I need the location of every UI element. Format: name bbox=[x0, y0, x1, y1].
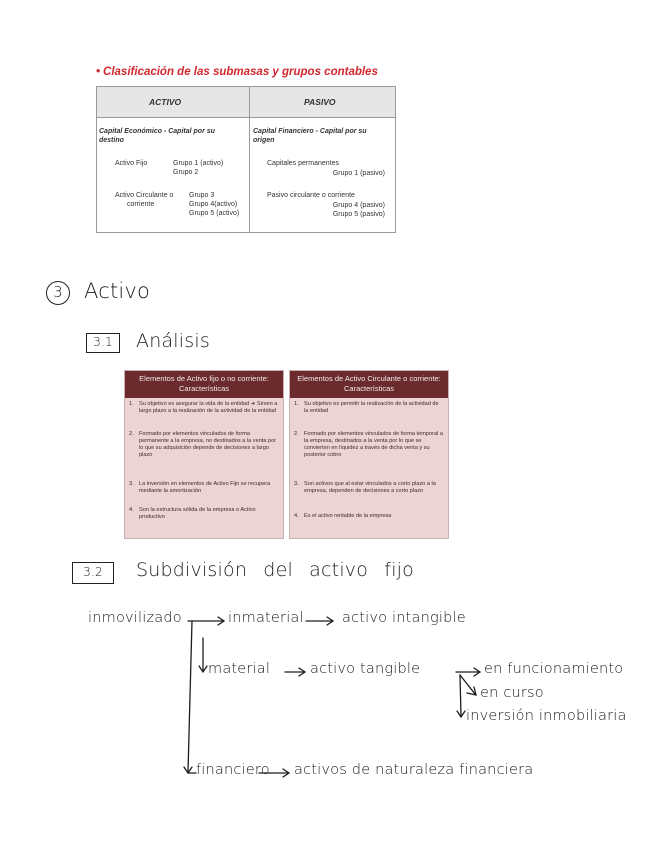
section-3-number: 3 bbox=[46, 281, 70, 305]
pasivo-circulante: Pasivo circulante o corriente bbox=[267, 192, 355, 199]
section-3-title: Activo bbox=[84, 279, 151, 303]
diagram-financiero: financiero bbox=[196, 762, 270, 778]
diagram-activo-intangible: activo intangible bbox=[342, 610, 466, 626]
section-3-2-number: 3.2 bbox=[72, 562, 114, 584]
diagram-activo-tangible: activo tangible bbox=[310, 661, 421, 677]
header-pasivo: PASIVO bbox=[304, 97, 336, 107]
diagram-root: inmovilizado bbox=[88, 610, 182, 626]
section-3-1-title: Análisis bbox=[136, 330, 210, 352]
list-item: 3. Son activos que al estar vinculados a corto plazo a la empresa, dependen de decisiones a corto plazo bbox=[294, 481, 436, 494]
grupo5-pasivo: Grupo 5 (pasivo) bbox=[332, 211, 385, 218]
diagram-en-funcionamiento: en funcionamiento bbox=[484, 661, 624, 677]
diagram-activos-financieros: activos de naturaleza financiera bbox=[294, 762, 534, 778]
activo-fijo-card-header: Elementos de Activo fijo o no corriente: Características bbox=[125, 371, 283, 398]
activo-heading: Capital Económico - Capital por su destino bbox=[99, 128, 215, 144]
header-activo: ACTIVO bbox=[149, 97, 182, 107]
list-item: 4. Son la estructura sólida de la empresa o Activo productivo bbox=[129, 507, 256, 520]
list-item: 1. Su objetivo es permitir la realización de la actividad de la entidad bbox=[294, 401, 439, 414]
list-item: 4. Es el activo rentable de la empresa bbox=[294, 513, 392, 519]
activo-circulante-card-header: Elementos de Activo Circulante o corriente: Características bbox=[290, 371, 448, 398]
list-item: 2. Formado por elementos vinculados de forma permanente a la empresa, no destinados a la venta por lo que su adquisición depende de decisiones a largo plazo bbox=[129, 431, 277, 458]
list-item: 1. Su objetivo es asegurar la vida de la entidad ➔ Sirven a largo plazo a la realización de la actividad de la entidad bbox=[129, 401, 278, 414]
grupo5-activo: Grupo 5 (activo) bbox=[189, 210, 240, 217]
diagram-material: material bbox=[208, 661, 271, 677]
activo-fijo-label: Activo Fijo bbox=[115, 160, 148, 167]
diagram-en-curso: en curso bbox=[480, 685, 544, 701]
grupo3: Grupo 3 bbox=[189, 192, 215, 199]
clipping-bullet: • bbox=[96, 66, 101, 78]
clipping-title-text: Clasificación de las submasas y grupos contables bbox=[103, 66, 378, 78]
list-item: 3. La inversión en elementos de Activo Fijo se recupera mediante la amortización bbox=[129, 481, 271, 494]
list-item: 2. Formado por elementos vinculados de forma temporal a la empresa, destinados a la venta por lo que se convierten en líquidez a través de dicha venta y su posterior cobro bbox=[294, 431, 443, 458]
pasivo-heading: Capital Financiero - Capital por su origen bbox=[253, 128, 367, 144]
section-3-1-number: 3.1 bbox=[86, 333, 120, 353]
diagram-inversion-inmobiliaria: inversión inmobiliaria bbox=[466, 708, 627, 724]
diagram-inmaterial: inmaterial bbox=[228, 610, 304, 626]
section-3-2-title: Subdivisión del activo fijo bbox=[136, 559, 414, 581]
activo-circulante-label-2: corriente bbox=[127, 201, 155, 208]
grupo4-pasivo: Grupo 4 (pasivo) bbox=[332, 202, 385, 209]
grupo2: Grupo 2 bbox=[173, 169, 199, 176]
grupo4-activo: Grupo 4(activo) bbox=[189, 201, 238, 208]
grupo1-pasivo: Grupo 1 (pasivo) bbox=[332, 170, 385, 177]
activo-circulante-label-1: Activo Circulante o bbox=[115, 192, 174, 199]
grupo1-activo: Grupo 1 (activo) bbox=[173, 160, 224, 167]
capitales-permanentes: Capitales permanentes bbox=[267, 160, 339, 167]
